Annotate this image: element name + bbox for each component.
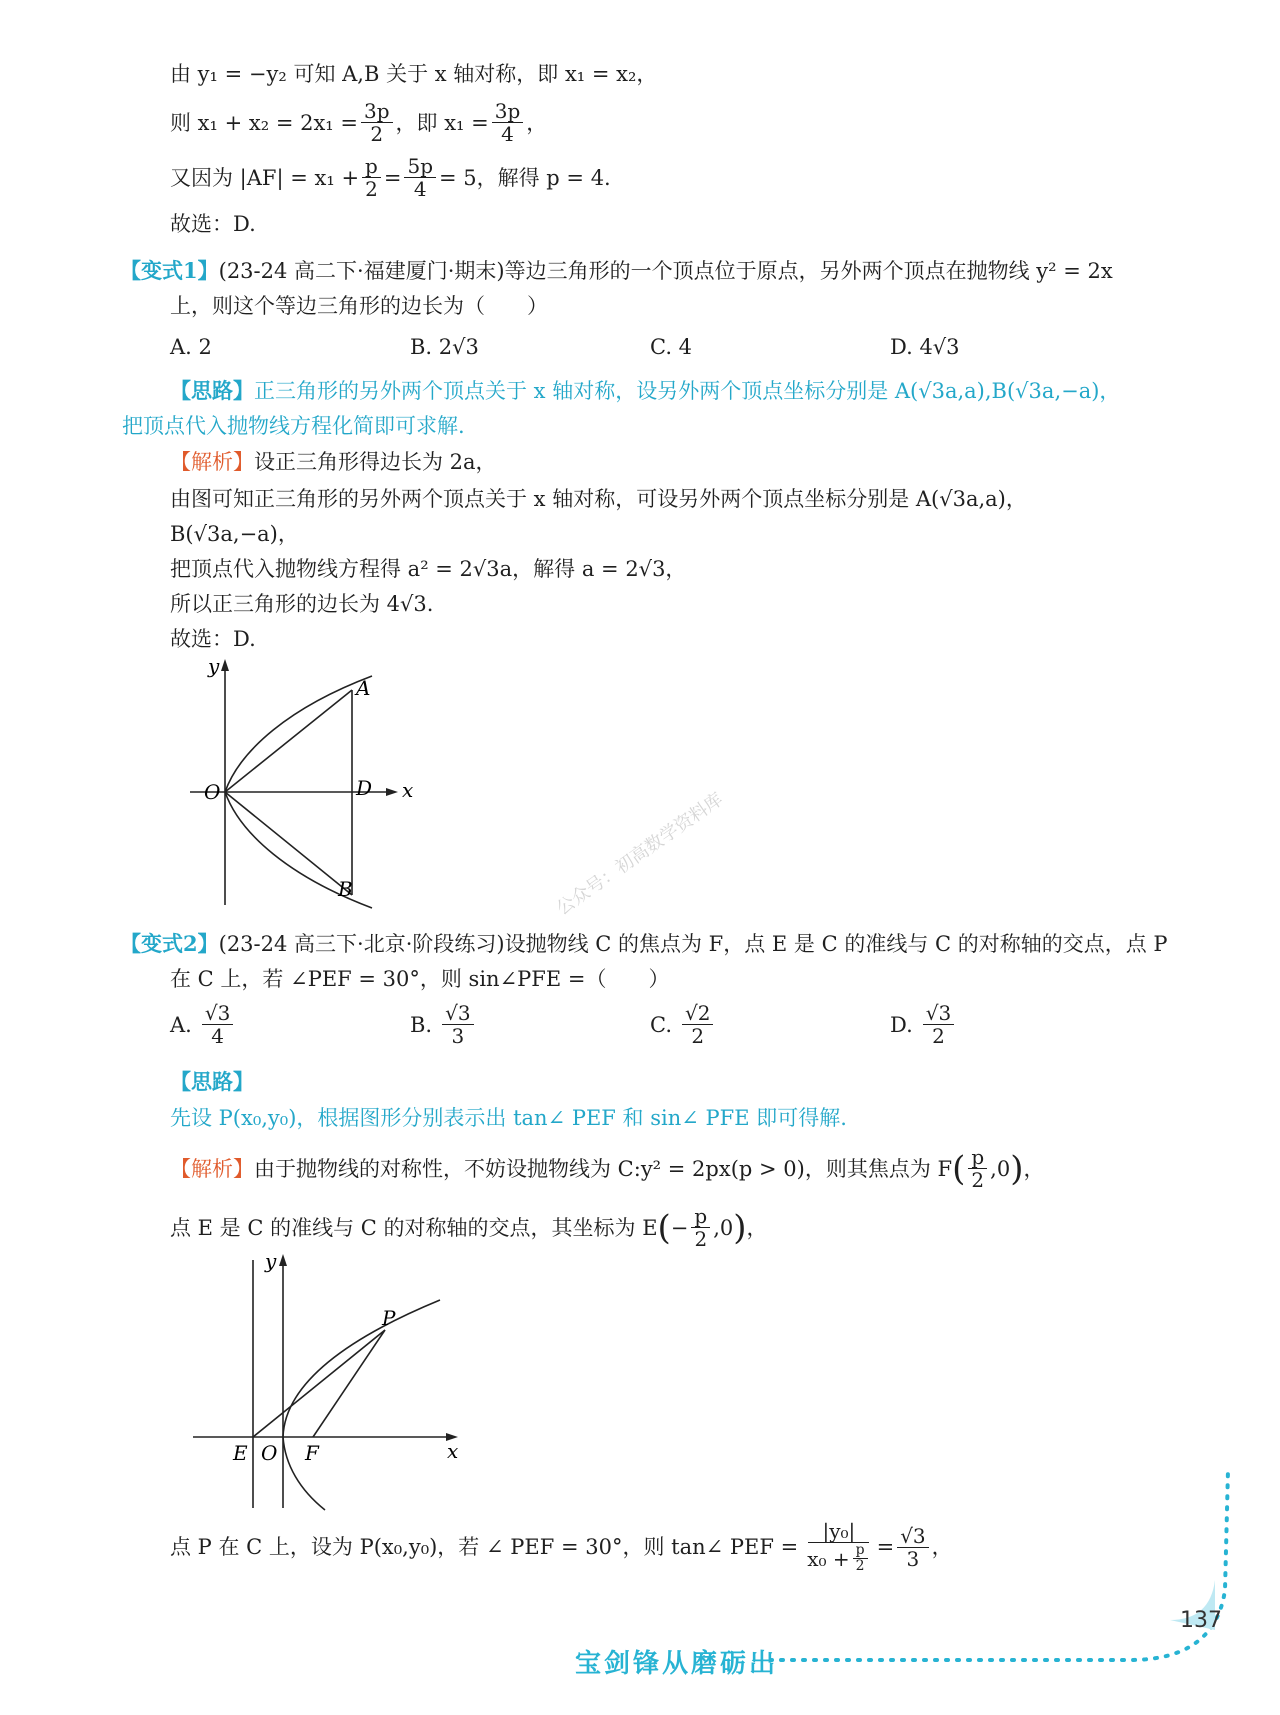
denominator: 2 [365,177,378,201]
segment-ob [225,792,352,895]
variant2-solution-line1 [170,1146,1044,1191]
segment-oa [225,690,352,792]
option-fraction [923,1002,954,1047]
variant1-stem-line1 [120,257,1113,285]
variant2-solution-line2 [170,1205,768,1250]
variant1-tag: 【变式1】 [120,258,219,283]
text-segment: ,0 [713,1215,734,1240]
fraction [492,100,524,145]
text-segment: ,0 [990,1156,1011,1181]
label-a: A [356,676,371,700]
variant2-idea-tag-line [170,1068,254,1096]
variant2-option-b [410,1002,477,1047]
variant1-option-b: B. 2√3 [410,335,479,359]
text-segment: ，即 x₁ = [395,110,489,135]
text-segment: 由于抛物线的对称性，不妨设抛物线为 C:y² = 2px(p > 0)，则其焦点为 F [254,1156,953,1181]
page-number: 137 [1180,1608,1222,1633]
variant1-figure [180,655,420,915]
denominator: 4 [413,177,427,201]
numerator: √3 [897,1525,928,1548]
denominator: 3 [451,1024,465,1048]
paren-close: ) [1010,1148,1024,1189]
y-axis-arrow [221,659,229,671]
watermark: 公众号：初高数学资料库 [552,788,727,920]
variant1-solution-line1 [170,448,497,476]
label-e: E [233,1441,248,1465]
label-y: y [208,655,220,678]
option-fraction [682,1002,713,1047]
fraction [691,1205,710,1250]
variant1-solution-line5: 所以正三角形的边长为 4√3. [170,592,434,616]
variant1-option-d: D. 4√3 [890,335,960,359]
numerator: √3 [442,1002,473,1025]
x-axis-arrow [386,788,398,796]
variant1-stem-text: (23-24 高二下·福建厦门·期末)等边三角形的一个顶点位于原点，另外两个顶点在抛物线 y² = 2x [218,259,1113,283]
variant2-idea-text: 先设 P(x₀,y₀)，根据图形分别表示出 tan∠ PEF 和 sin∠ PFE 即可得解. [170,1106,847,1130]
variant1-solution-tag: 【解析】 [170,450,254,474]
variant1-option-a: A. 2 [170,335,212,359]
label-y: y [265,1250,277,1273]
numerator: √3 [202,1002,233,1025]
text-segment: 点 E 是 C 的准线与 C 的对称轴的交点，其坐标为 E [170,1215,658,1240]
variant1-idea-line1 [170,377,1120,405]
denominator: 3 [906,1546,920,1571]
variant1-solution-line2: 由图可知正三角形的另外两个顶点关于 x 轴对称，可设另外两个顶点坐标分别是 A(√3a,a)， [170,487,1027,511]
variant1-solution-line3: B(√3a,−a)， [170,522,299,546]
label-x: x [402,778,414,802]
numerator: 3p [361,100,393,123]
solution-line-2 [170,100,547,145]
numerator: p [853,1543,868,1559]
label-o: O [261,1441,278,1465]
text-segment: 则 x₁ + x₂ = 2x₁ = [170,110,358,135]
paren-close: ) [733,1207,747,1248]
text-segment: ， [931,1535,953,1559]
label-p: P [382,1306,396,1330]
numerator: p [362,155,381,178]
text-segment: − [670,1215,689,1240]
footer-dotted-decoration [770,1460,1240,1690]
fraction [968,1146,987,1191]
variant1-idea-text: 正三角形的另外两个顶点关于 x 轴对称，设另外两个顶点坐标分别是 A(√3a,a),B(√3a,−a)， [254,379,1121,403]
option-label: C. [650,1012,672,1037]
parabola-upper [283,1300,440,1437]
denominator: 2 [855,1558,865,1574]
paren-open: ( [952,1148,966,1189]
option-fraction [202,1002,233,1047]
text-segment: 又因为 |AF| = x₁ + [170,165,360,190]
denominator: 2 [370,122,384,146]
variant1-idea-tag: 【思路】 [170,378,254,403]
option-label: D. [890,1012,913,1037]
label-d: D [356,776,373,800]
footer-motto: 宝剑锋从磨砺出 [575,1649,779,1679]
text-segment: x₀ + [807,1546,850,1571]
variant2-option-d [890,1002,957,1047]
variant1-option-c: C. 4 [650,335,693,359]
y-axis-arrow [279,1254,287,1266]
text-segment: = [383,165,402,190]
numerator: p [691,1205,710,1228]
option-label: A. [170,1012,192,1037]
text-segment: = [876,1535,895,1559]
variant1-stem-line2: 上，则这个等边三角形的边长为（ ） [170,294,548,318]
variant1-idea-line2: 把顶点代入抛物线方程化简即可求解. [122,414,465,438]
denominator: 2 [971,1168,985,1192]
numerator: 3p [492,100,524,123]
solution-line-1: 由 y₁ = −y₂ 可知 A,B 关于 x 轴对称，即 x₁ = x₂， [170,62,658,86]
fraction [404,155,436,200]
variant2-option-c [650,1002,716,1047]
numerator: p [968,1146,987,1169]
variant2-stem-line2: 在 C 上，若 ∠PEF = 30°，则 sin∠PFE =（ ） [170,967,670,991]
label-b: B [338,877,353,901]
segment-ep [253,1330,385,1437]
label-x: x [447,1439,459,1463]
paren-open: ( [657,1207,671,1248]
text-segment: ， [746,1215,768,1240]
variant2-idea-tag: 【思路】 [170,1069,254,1094]
label-f: F [305,1441,319,1465]
numerator: √2 [682,1002,713,1025]
option-label: B. [410,1012,433,1037]
variant2-solution-tag: 【解析】 [170,1156,254,1181]
text-segment: ， [1023,1156,1045,1181]
variant2-stem-line1 [120,930,1168,958]
answer-line: 故选：D. [170,212,256,236]
denominator: 2 [694,1227,708,1251]
dotted-path [770,1470,1228,1660]
option-fraction [442,1002,473,1047]
denominator: 2 [932,1024,945,1048]
denominator: 4 [501,122,514,146]
numerator: 5p [404,155,436,178]
label-o: O [204,780,221,804]
variant1-solution-text: 设正三角形得边长为 2a， [254,450,497,474]
denominator: 2 [691,1024,705,1048]
variant2-figure [185,1250,475,1515]
text-segment: ， [526,110,548,135]
variant2-option-a [170,1002,236,1047]
fraction [361,100,393,145]
denominator: 4 [211,1024,224,1048]
solution-line-3 [170,155,611,200]
text-segment: 点 P 在 C 上，设为 P(x₀,y₀)，若 ∠ PEF = 30°，则 tan∠ PEF = [170,1535,799,1559]
text-segment: = 5，解得 p = 4. [439,165,611,190]
variant1-solution-line4: 把顶点代入抛物线方程得 a² = 2√3a，解得 a = 2√3， [170,557,687,581]
fraction [362,155,381,200]
variant2-tag: 【变式2】 [120,931,219,956]
variant2-stem-text: (23-24 高三下·北京·阶段练习)设抛物线 C 的焦点为 F，点 E 是 C 的准线与 C 的对称轴的交点，点 P [218,932,1168,956]
numerator: √3 [923,1002,954,1025]
variant1-solution-line6: 故选：D. [170,627,256,651]
numerator: |y₀| [808,1520,869,1543]
